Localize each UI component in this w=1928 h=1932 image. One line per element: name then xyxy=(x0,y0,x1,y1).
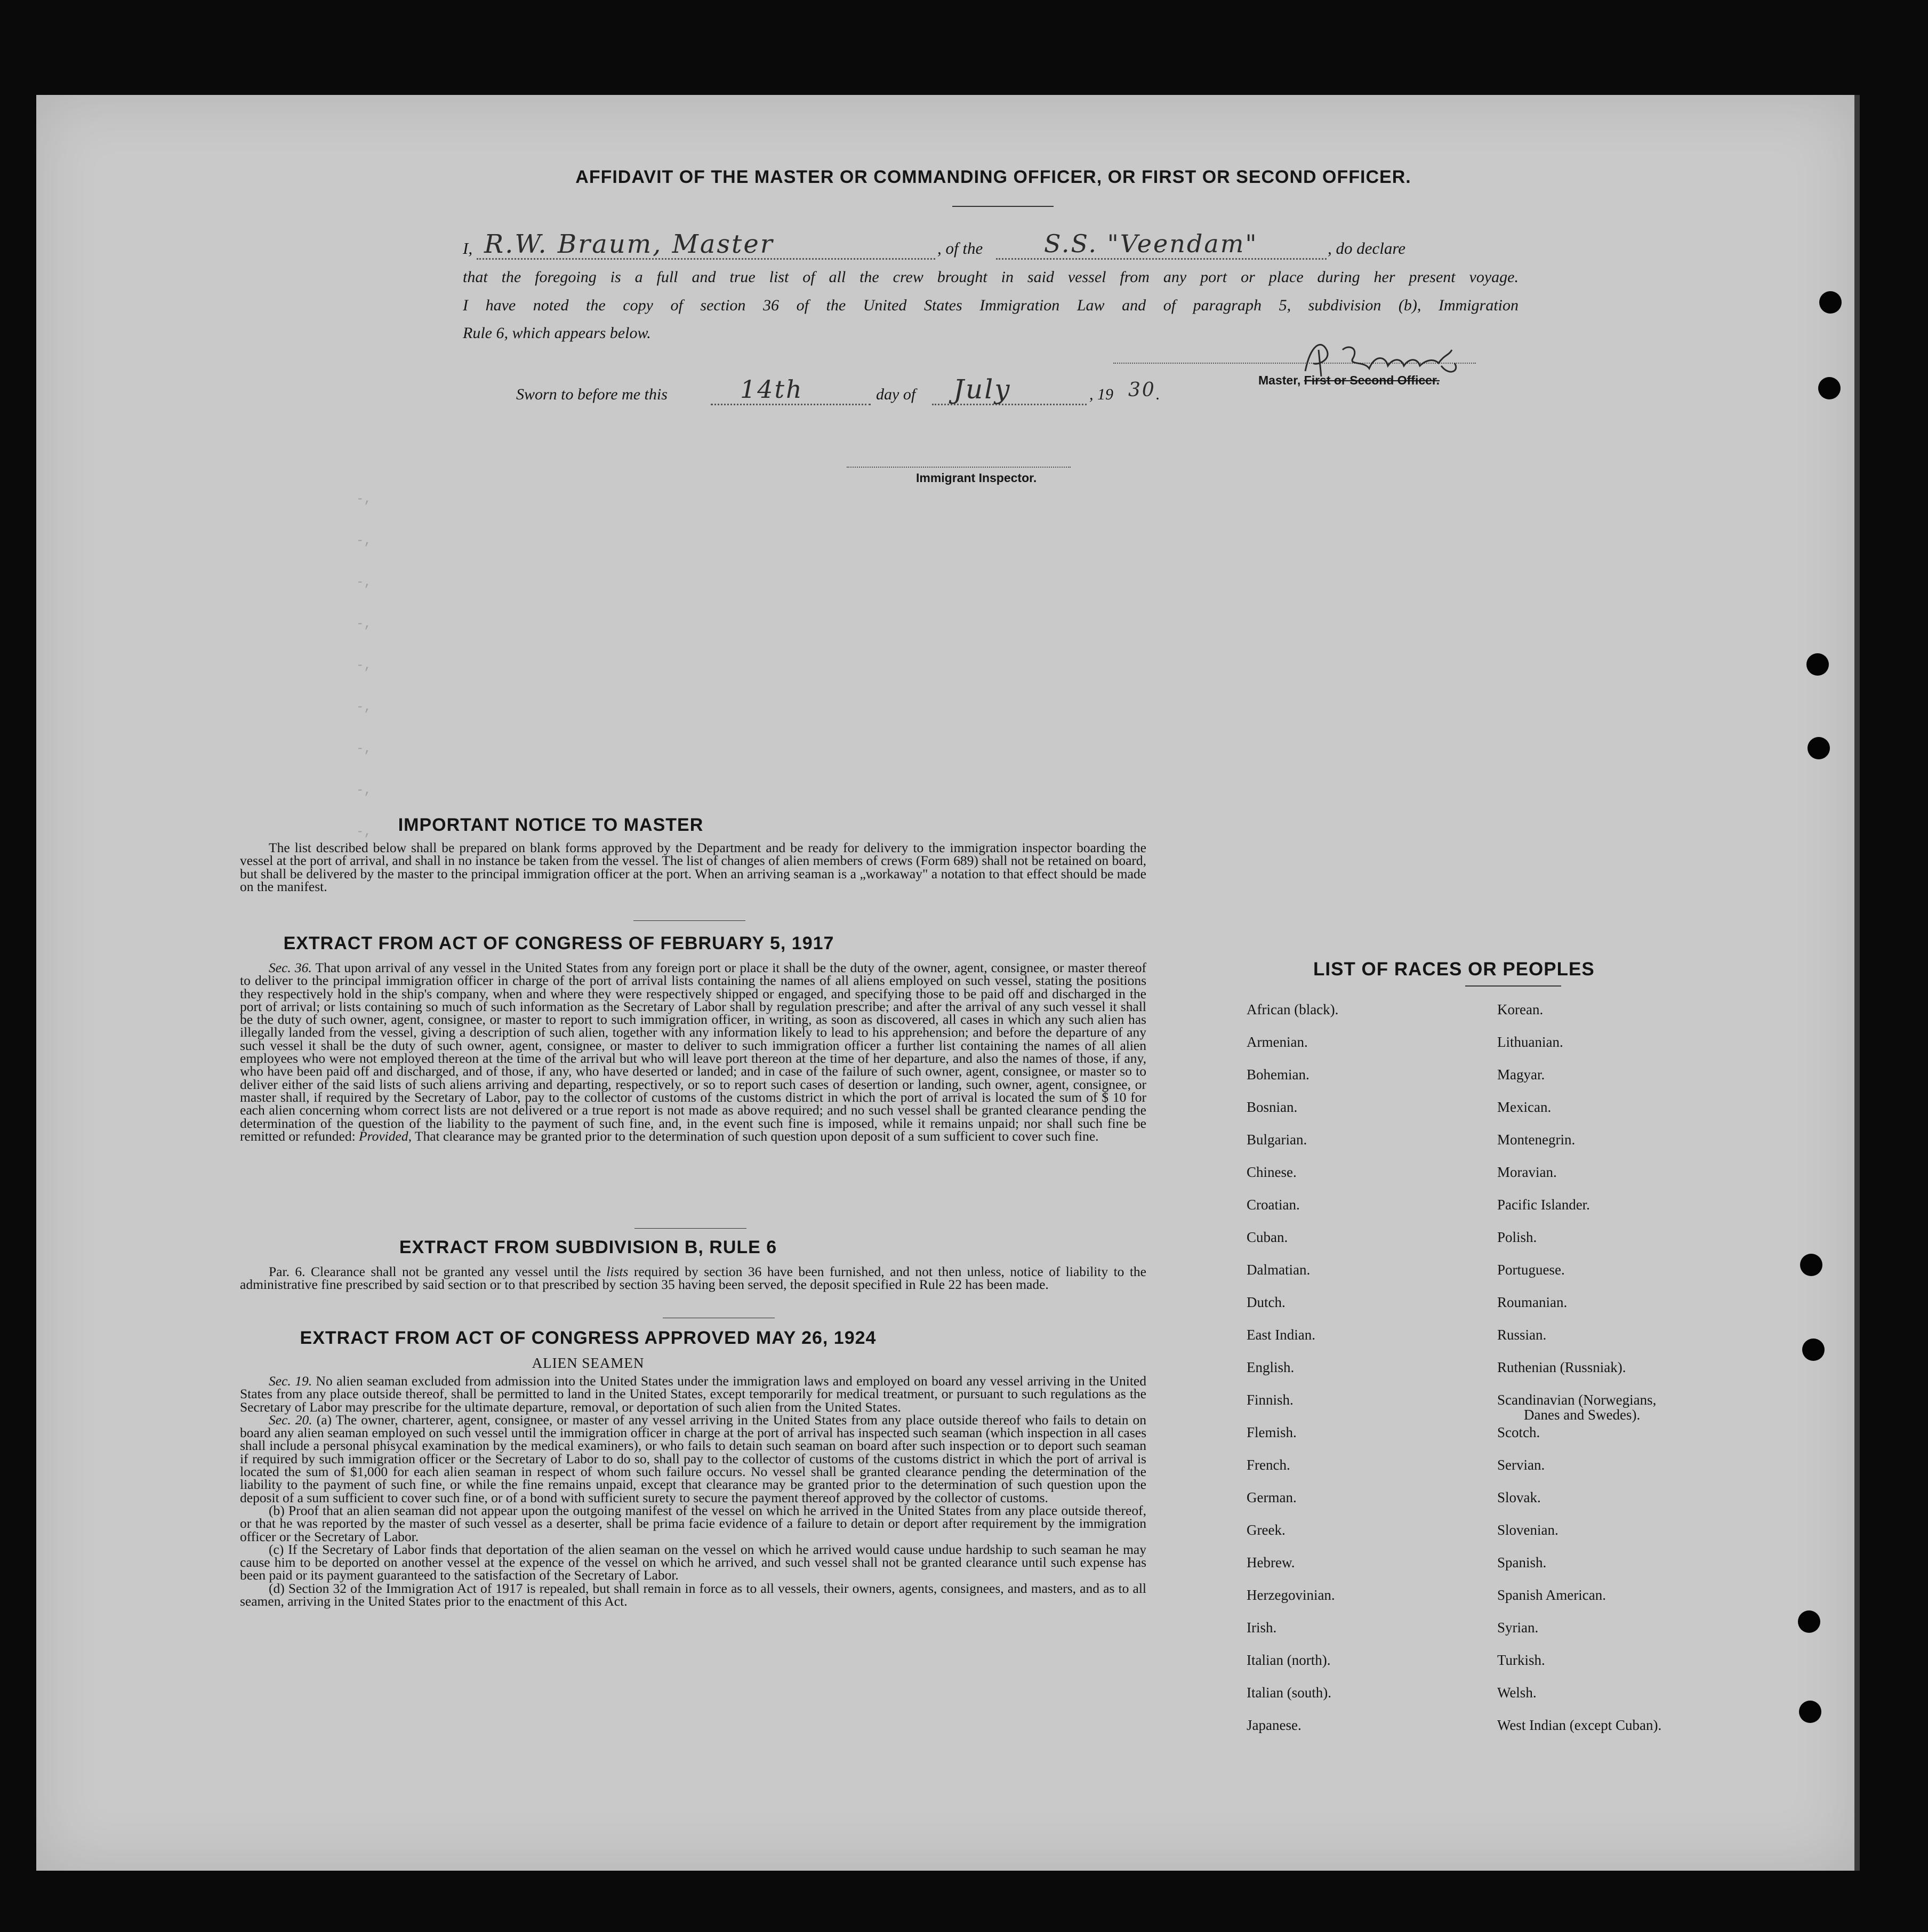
race-item: Herzegovinian. xyxy=(1247,1587,1335,1603)
master-name-handwritten: R.W. Braum, Master xyxy=(484,229,774,259)
extract-1924-title: EXTRACT FROM ACT OF CONGRESS APPROVED MAY 26, 1924 xyxy=(300,1328,877,1348)
affidavit-title: AFFIDAVIT OF THE MASTER OR COMMANDING OFFICER, OR FIRST OR SECOND OFFICER. xyxy=(575,167,1411,187)
race-item: Scotch. xyxy=(1497,1424,1540,1440)
extract-1917-rule xyxy=(634,1228,746,1229)
sec-20b-paragraph: (b) Proof that an alien seaman did not appear upon the outgoing manifest of the vessel on which he arrived in the United States from any place outside thereof, or that he was reported by the master of such vessel as a deserter, shall be prima facie evidence of a failure to detain or deport after requirement by the immigration officer or the Secretary of Labor. xyxy=(240,1502,1146,1544)
punch-hole-icon xyxy=(1806,653,1829,676)
extract-1924-body xyxy=(240,1375,1146,1608)
races-list xyxy=(1247,1001,1780,1881)
punch-hole-icon xyxy=(1798,1610,1820,1633)
race-item: Chinese. xyxy=(1247,1164,1297,1180)
races-title: LIST OF RACES OR PEOPLES xyxy=(1313,959,1595,980)
sec-20a-paragraph xyxy=(240,1414,1146,1504)
notice-paragraph: The list described below shall be prepared on blank forms approved by the Department and be ready for delivery to the immigration inspector boarding the vessel at the port of arrival, and shall in no instance be taken from the vessel. The list of changes of alien members of crews (Form 689) shall not be retained on board, but shall be delivered by the master to the principal immigration officer at the port. When an arriving seaman is a „workaway" a notation to that effect should be made on the manifest. xyxy=(240,840,1146,894)
master-signature-label xyxy=(1258,373,1440,388)
race-item: Ruthenian (Russniak). xyxy=(1497,1359,1626,1375)
inspector-label: Immigrant Inspector. xyxy=(916,471,1037,485)
sworn-day-handwritten: 14th xyxy=(740,375,804,404)
do-declare-label: , do declare xyxy=(1328,239,1406,258)
race-item: Moravian. xyxy=(1497,1164,1557,1180)
race-item: Servian. xyxy=(1497,1457,1545,1473)
punch-hole-icon xyxy=(1818,377,1841,399)
extract-1924-subtitle: ALIEN SEAMEN xyxy=(532,1355,645,1371)
race-item: Cuban. xyxy=(1247,1229,1288,1245)
rule-6-text-b: required by section 36 have been furnished, and not then unless, notice of liability to the administrative fine prescribed by said section or to that prescribed by section 35 having been served, the deposit specified in Rule 22 has been made. xyxy=(240,1264,1147,1293)
race-item: German. xyxy=(1247,1489,1297,1505)
bleed-through-marks: -, -, -, -, -, -, -, -, -, xyxy=(356,492,372,839)
of-the-label: , of the xyxy=(937,239,983,258)
affidavit-title-rule xyxy=(952,206,1054,207)
race-item: Hebrew. xyxy=(1247,1554,1295,1570)
race-item: Spanish. xyxy=(1497,1554,1547,1570)
race-item: Irish. xyxy=(1247,1620,1277,1636)
sec-19-text: No alien seaman excluded from admission into the United States under the immigration laws and employed on board any vessel arriving in the United States from any place outside thereof, shall be permitted to land in the United States, except temporarily for medical treatment, or pursuant to such regulations as the Secretary of Labor may prescribe for the ultimate departure, removal, or deportation of such alien from the United States. xyxy=(240,1373,1146,1415)
race-item: Polish. xyxy=(1497,1229,1537,1245)
sec-20c-paragraph: (c) If the Secretary of Labor finds that deportation of the alien seaman on the vessel on which he arrived would cause undue hardship to such seaman he may cause him to be deported on another vessel at the expence of the vessel on which he arrived, and such vessel shall not be granted clearance until such expense has been paid or its payment guaranteed to the satisfaction of the Secretary of Labor. xyxy=(240,1541,1146,1583)
sworn-month-handwritten: July xyxy=(953,374,1011,405)
sec-19-paragraph xyxy=(240,1375,1146,1414)
race-item: Bohemian. xyxy=(1247,1067,1310,1083)
notice-title: IMPORTANT NOTICE TO MASTER xyxy=(398,815,704,835)
day-of-label: day of xyxy=(876,386,916,403)
sworn-prefix: Sworn to before me this xyxy=(516,386,668,403)
race-item: French. xyxy=(1247,1457,1290,1473)
race-item-continued: Danes and Swedes). xyxy=(1524,1407,1641,1423)
race-item: Lithuanian. xyxy=(1497,1034,1563,1050)
sec-20a-text: (a) The owner, charterer, agent, consignee, or master of any vessel arriving in the United States from any place outside thereof who fails to detain on board any alien seaman employed on such vessel until the immigration officer in charge at the port of arrival has inspected such seaman (which inspection in all cases shall include a personal phisycal examination by the medical examiners), or who fails to detain such seaman on board after such inspection or to deport such seaman if required by such immigration officer or the Secretary of Labor to do so, shall pay to the collector of customs of the customs district in which the port of arrival is located the sum of $1,000 for each alien seaman in respect of whom such failure occurs. No vessel shall be granted clearance pending the determination of the liability to the payment of such fine, or while the fine remains unpaid, except that clearance may be granted prior to the determination of such question upon the deposit of a sum sufficient to cover such fine, or of a bond with sufficient surety to secure the payment thereof approved by the collector of customs. xyxy=(240,1412,1147,1505)
race-item: Bulgarian. xyxy=(1247,1132,1307,1148)
punch-hole-icon xyxy=(1799,1701,1821,1723)
race-item: Russian. xyxy=(1497,1327,1547,1343)
notice-body xyxy=(240,841,1146,893)
rule-6-body xyxy=(240,1265,1146,1292)
race-item: Syrian. xyxy=(1497,1620,1539,1636)
sworn-year-handwritten: 30 xyxy=(1128,379,1156,401)
affidavit-line4: Rule 6, which appears below. xyxy=(463,324,651,342)
sec-36-text-a: That upon arrival of any vessel in the United States from any foreign port or place it shall be the duty of the owner, agent, consignee, or master thereof to deliver to the principal immigration officer in charge of the port of arrival lists containing the names of all aliens employed on such vessel, stating the positions they respectively hold in the ship's company, when and where they were respectively shipped or engaged, and specifying those to be paid off and discharged in the port of arrival; or lists containing so much of such information as the Secretary of Labor shall by regulation prescribe; and after the arrival of any such vessel it shall be the duty of such owner, agent, consignee, or master to report to such immigration officer, in writing, as soon as discovered, all cases in which any such alien has illegally landed from the vessel, giving a description of such alien, together with any information likely to lead to his apprehension; and before the departure of any such vessel it shall be the duty of such owner, agent, consignee, or master to deliver to such immigration officer a further list containing the names of all alien employees who were not employed thereon at the time of the arrival but who will leave port thereon at the time of her departure, and also the names of those, if any, who have been paid off and discharged, and of those, if any, who have deserted or landed; and in case of the failure of such owner, agent, consignee, or master so to deliver either of the said lists of such aliens arriving and departing, respectively, or so to report such cases of desertion or landing, such owner, agent, consignee, or master shall, if required by the Secretary of Labor, pay to the collector of customs of the customs district in which the port of arrival is located the sum of $ 10 for each alien concerning whom correct lists are not delivered or a true report is not made as above required; and no such vessel shall be granted clearance pending the determination of the question of the liability to the payment of such fine, and, in the event such fine is imposed, while it remains unpaid; nor shall such fine be remitted or refunded: xyxy=(240,960,1147,1144)
race-item: Japanese. xyxy=(1247,1717,1302,1733)
ship-name-handwritten: S.S. "Veendam" xyxy=(1044,229,1258,258)
rule-6-paragraph xyxy=(240,1265,1146,1292)
officer-label-struck: First or Second Officer. xyxy=(1304,373,1440,387)
notice-rule xyxy=(633,920,745,921)
provided-label: Provided, xyxy=(359,1128,412,1144)
race-item: Magyar. xyxy=(1497,1067,1545,1083)
page-edge-shadow xyxy=(1854,95,1860,1871)
extract-1917-title: EXTRACT FROM ACT OF CONGRESS OF FEBRUARY 5, 1917 xyxy=(283,933,834,953)
sec-36-label: Sec. 36. xyxy=(269,960,312,975)
punch-hole-icon xyxy=(1802,1338,1825,1361)
race-item: Slovak. xyxy=(1497,1489,1541,1505)
race-item: Italian (north). xyxy=(1247,1652,1331,1668)
rule-6-text-a: Par. 6. Clearance shall not be granted any vessel until the xyxy=(269,1264,601,1279)
punch-hole-icon xyxy=(1819,291,1842,314)
race-item: Dutch. xyxy=(1247,1294,1286,1310)
race-item: Roumanian. xyxy=(1497,1294,1568,1310)
extract-1917-body xyxy=(240,961,1146,1143)
race-item: Mexican. xyxy=(1497,1099,1552,1115)
race-item: Portuguese. xyxy=(1497,1262,1565,1278)
race-item: Bosnian. xyxy=(1247,1099,1298,1115)
punch-hole-icon xyxy=(1800,1254,1822,1276)
race-item: Welsh. xyxy=(1497,1685,1537,1701)
races-title-rule xyxy=(1465,985,1561,987)
race-item: Slovenian. xyxy=(1497,1522,1559,1538)
race-item: West Indian (except Cuban). xyxy=(1497,1717,1662,1733)
race-item: Turkish. xyxy=(1497,1652,1545,1668)
rule-6-title: EXTRACT FROM SUBDIVISION B, RULE 6 xyxy=(399,1237,777,1257)
sec-36-paragraph xyxy=(240,961,1146,1143)
race-item: Spanish American. xyxy=(1497,1587,1606,1603)
race-item: Greek. xyxy=(1247,1522,1286,1538)
punch-hole-icon xyxy=(1808,737,1830,759)
sec-36-text-b: That clearance may be granted prior to the determination of such question upon deposit of a sum sufficient to cover such fine. xyxy=(414,1128,1099,1144)
affidavit-line2: that the foregoing is a full and true list of all the crew brought in said vessel from any port or place during her present voyage. xyxy=(463,268,1519,286)
race-item: Korean. xyxy=(1497,1001,1544,1017)
sworn-line xyxy=(516,374,1209,418)
affidavit-i-label: I, xyxy=(463,239,473,258)
race-item: Dalmatian. xyxy=(1247,1262,1311,1278)
year-prefix: , 19 xyxy=(1089,386,1113,403)
affidavit-line3: I have noted the copy of section 36 of the United States Immigration Law and of paragraph 5, subdivision (b), Immigration xyxy=(463,296,1519,314)
race-item: Armenian. xyxy=(1247,1034,1308,1050)
lists-word: lists xyxy=(606,1264,629,1279)
race-item: Finnish. xyxy=(1247,1392,1294,1408)
year-suffix: . xyxy=(1156,386,1160,403)
race-item: Italian (south). xyxy=(1247,1685,1331,1701)
race-item: East Indian. xyxy=(1247,1327,1315,1343)
race-item: Montenegrin. xyxy=(1497,1132,1576,1148)
sec-20d-paragraph: (d) Section 32 of the Immigration Act of 1917 is repealed, but shall remain in force as to all vessels, their owners, agents, consignees, and masters, and as to all seamen, arriving in the United States prior to the enactment of this Act. xyxy=(240,1580,1146,1609)
race-item: African (black). xyxy=(1247,1001,1339,1017)
race-item: Croatian. xyxy=(1247,1197,1300,1213)
race-item: Scandinavian (Norwegians, xyxy=(1497,1392,1657,1408)
sec-20-label: Sec. 20. xyxy=(269,1412,312,1428)
inspector-signature-line xyxy=(847,466,1071,468)
race-item: Flemish. xyxy=(1247,1424,1297,1440)
master-label: Master, xyxy=(1258,373,1301,387)
sec-19-label: Sec. 19. xyxy=(269,1373,312,1389)
race-item: Pacific Islander. xyxy=(1497,1197,1590,1213)
race-item: English. xyxy=(1247,1359,1295,1375)
document-page xyxy=(36,95,1854,1871)
